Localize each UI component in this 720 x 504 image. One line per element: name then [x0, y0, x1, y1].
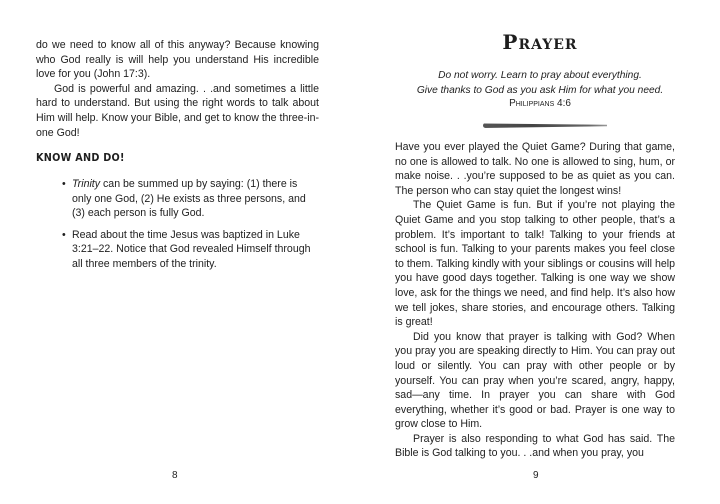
verse-line: Give thanks to God as you ask Him for what you need. — [416, 85, 664, 96]
bullet-text: Read about the time Jesus was baptized in Luke 3:21–22. Notice that God revealed Himself through all three members of the trinity. — [72, 228, 311, 270]
right-body-text — [395, 140, 675, 461]
verse-line: Do not worry. Learn to pray about everything. — [438, 70, 642, 81]
chapter-title: Prayer — [502, 30, 578, 54]
page-number: 8 — [172, 470, 178, 481]
paragraph: God is powerful and amazing. . .and sometimes a little hard to understand. But using the right words to talk about Him will help. Know your Bible, and get to know the three-in-one God! — [36, 82, 319, 139]
paragraph: Have you ever played the Quiet Game? During that game, no one is allowed to talk. No one is allowed to sing, hum, or make noise. . .you’re supposed to be as quiet as you can. The person who can stay quiet the longest wins! — [395, 141, 675, 197]
right-page — [360, 0, 720, 504]
brush-divider — [483, 123, 607, 128]
bullet-item — [62, 228, 312, 272]
paragraph: do we need to know all of this anyway? Because knowing who God really is will help you understand His incredible love for you (John 17:3). — [36, 39, 319, 81]
scripture-verse — [360, 68, 720, 98]
bullet-icon: • — [62, 178, 66, 190]
bullet-item — [62, 177, 312, 221]
term-italic: Trinity — [72, 178, 101, 190]
left-body-text — [36, 38, 319, 140]
bullet-icon: • — [62, 228, 66, 241]
paragraph: Prayer is also responding to what God has said. The Bible is God talking to you. . .and when you pray, you — [395, 432, 675, 460]
page-number: 9 — [533, 470, 539, 481]
bullet-text: can be summed up by saying: (1) there is only one God, (2) He exists as three persons, and (3) each person is fully God. — [72, 178, 306, 220]
paragraph: Did you know that prayer is talking with God? When you pray you are speaking directly to Him. You can pray out loud or silently. You can pray with other people or by yourself. You can pray when you’re scared, angry, happy, sad—any time. In prayer you can share with God everything, whether it’s good or bad. Prayer is one way to grow close to Him. — [395, 330, 675, 431]
verse-reference: Philippians 4:6 — [509, 98, 571, 109]
bullet-list — [62, 177, 312, 279]
paragraph: The Quiet Game is fun. But if you’re not playing the Quiet Game and you stop talking to other people, that’s a problem. It’s important to talk! Talking to your friends at school is fun. Talking to your parents makes you feel close to them. Talking kindly with your siblings or cousins will help you have good days together. Talking is one way we show love, ask for the things we need, and find help. It’s also how we tell jokes, share stories, and encourage others. Talking is great! — [395, 199, 675, 329]
section-heading: KNOW AND DO! — [36, 151, 125, 164]
